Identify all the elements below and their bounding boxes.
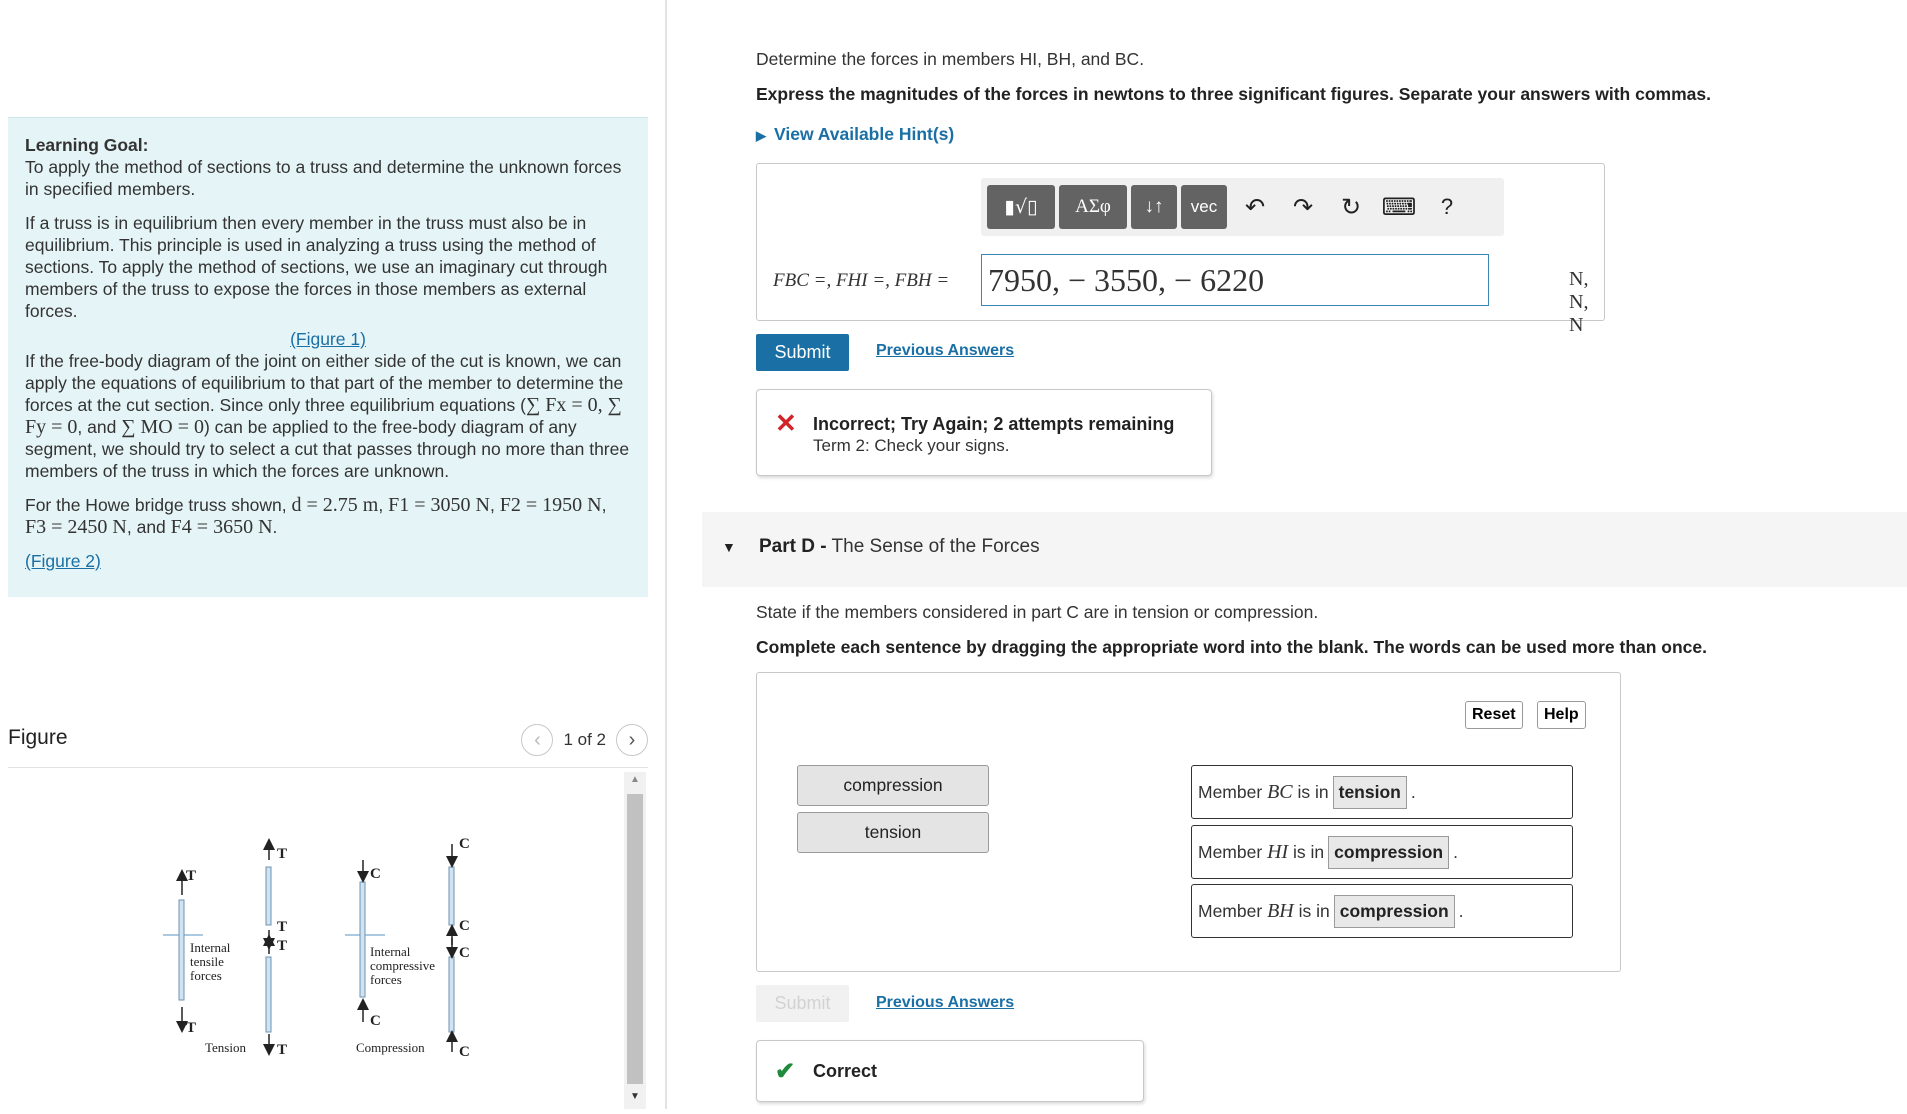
given-f1: F1 = 3050 N xyxy=(388,494,490,516)
undo-icon[interactable]: ↶ xyxy=(1244,193,1266,221)
vector-button[interactable]: vec xyxy=(1181,185,1227,229)
para3-and: , and xyxy=(126,517,166,537)
learning-goal-para2 xyxy=(25,350,631,482)
view-hints-label: View Available Hint(s) xyxy=(774,124,955,144)
figure-header xyxy=(8,722,648,762)
internal-tensile-label-1: Internal xyxy=(190,940,231,955)
left-panel xyxy=(0,0,665,1109)
reset-button[interactable]: Reset xyxy=(1465,701,1523,729)
split-compression-label-1: C xyxy=(459,836,470,852)
compression-split-lower xyxy=(449,957,454,1032)
sentence-bc xyxy=(1191,765,1573,819)
drop-target-bh[interactable]: compression xyxy=(1334,895,1455,928)
compression-label-bottom: C xyxy=(370,1013,381,1029)
given-f4: F4 = 3650 N xyxy=(170,516,273,538)
compression-member xyxy=(360,882,365,997)
part-c-submit-button[interactable]: Submit xyxy=(756,334,849,371)
sentence-suffix: . xyxy=(1458,900,1464,921)
sentence-mid: is in xyxy=(1293,841,1325,862)
sentence-suffix: . xyxy=(1453,841,1458,862)
tension-split-upper xyxy=(266,867,271,925)
para2-start: If the free-body diagram of the joint on either side of the cut is known, we can apply the equations of equilibrium to that part of the member to determine the forces at the cut section. Since only three equilibrium equations ( xyxy=(25,351,624,415)
split-tension-label-2: T xyxy=(277,919,288,935)
tension-compression-diagram xyxy=(8,772,620,1109)
internal-compressive-label-2: compressive xyxy=(370,958,435,973)
word-tile-compression[interactable]: compression xyxy=(797,765,989,806)
compression-label-top: C xyxy=(370,866,381,882)
learning-goal-para3: For the Howe bridge truss shown, d = 2.75 m, F1 = 3050 N, F2 = 1950 N, F3 = 2450 N, and F4 = 3650 N. xyxy=(25,494,607,538)
given-d: d = 2.75 m xyxy=(291,494,379,516)
part-c-previous-answers-link[interactable]: Previous Answers xyxy=(876,342,1015,359)
figure1-link-line xyxy=(25,328,631,350)
part-d-previous-answers-link[interactable]: Previous Answers xyxy=(876,994,1015,1011)
part-d-title-text: The Sense of the Forces xyxy=(831,536,1040,557)
given-f2: F2 = 1950 N xyxy=(499,494,602,516)
part-d-question: State if the members considered in part C are in tension or compression. xyxy=(756,602,1319,622)
part-c-feedback xyxy=(756,389,1212,476)
feedback-correct-title: Correct xyxy=(813,1061,878,1081)
sentence-prefix: Member xyxy=(1198,900,1263,921)
keyboard-icon[interactable]: ⌨ xyxy=(1381,193,1417,221)
drop-target-hi[interactable]: compression xyxy=(1328,836,1449,869)
member-hi: HI xyxy=(1267,840,1289,863)
figure2-link[interactable]: (Figure 2) xyxy=(25,551,101,571)
reset-icon[interactable]: ↻ xyxy=(1340,193,1362,221)
math-toolbar xyxy=(981,178,1504,236)
figure-image xyxy=(8,772,620,1109)
tension-label-bottom: T xyxy=(186,1020,197,1036)
split-tension-label-3: T xyxy=(277,938,288,954)
scroll-down-icon[interactable]: ▼ xyxy=(630,1091,640,1102)
next-figure-button[interactable] xyxy=(616,724,648,756)
para2-end: ) can be applied to the free-body diagram of any segment, we should try to select a cut that passes through no more than three members of the truss in which the forces are unknown. xyxy=(25,417,630,481)
member-bc: BC xyxy=(1267,780,1293,803)
help-button[interactable]: Help xyxy=(1537,701,1586,729)
split-compression-label-4: C xyxy=(459,1044,470,1060)
help-icon[interactable]: ? xyxy=(1440,194,1454,219)
given-f3: F3 = 2450 N xyxy=(25,516,127,538)
chevron-right-icon: › xyxy=(628,728,636,751)
previous-figure-button[interactable] xyxy=(521,724,553,756)
figure-navigation xyxy=(521,724,648,756)
internal-tensile-label-2: tensile xyxy=(190,954,224,969)
caret-down-icon: ▼ xyxy=(722,539,736,555)
equation-fx: ∑ Fx = 0, xyxy=(525,394,603,416)
scrollbar-thumb[interactable] xyxy=(627,794,643,1084)
part-d-submit-button: Submit xyxy=(756,985,849,1022)
answer-input[interactable] xyxy=(981,254,1489,306)
feedback-incorrect-title: Incorrect; Try Again; 2 attempts remaining xyxy=(813,414,1175,434)
split-tension-label-4: T xyxy=(277,1042,288,1058)
sentence-prefix: Member xyxy=(1198,841,1263,862)
figure-counter: 1 of 2 xyxy=(563,730,606,749)
correct-check-icon: ✔ xyxy=(775,1058,796,1085)
scroll-up-icon[interactable]: ▲ xyxy=(630,774,640,785)
figure-title: Figure xyxy=(8,726,68,749)
tension-member xyxy=(179,900,184,1000)
tension-label-top: T xyxy=(186,868,197,884)
sentence-prefix: Member xyxy=(1198,781,1263,802)
part-d-label: Part D - xyxy=(759,536,827,557)
internal-compressive-label-1: Internal xyxy=(370,944,411,959)
part-c-instruction: Express the magnitudes of the forces in newtons to three significant figures. Separate your answers with commas. xyxy=(756,84,1711,104)
caret-right-icon: ▶ xyxy=(756,128,766,143)
sentence-mid: is in xyxy=(1297,781,1329,802)
answer-label: FBC =, FHI =, FBH = xyxy=(773,270,950,291)
figure-divider xyxy=(8,767,648,768)
right-panel xyxy=(700,0,1907,1109)
compression-caption: Compression xyxy=(356,1040,425,1055)
redo-icon[interactable]: ↷ xyxy=(1292,193,1314,221)
tension-split-lower xyxy=(266,957,271,1032)
word-tile-tension[interactable]: tension xyxy=(797,812,989,853)
split-tension-label-1: T xyxy=(277,846,288,862)
figure-scrollbar[interactable] xyxy=(624,772,646,1109)
learning-goal-box xyxy=(8,117,648,597)
part-c-question: Determine the forces in members HI, BH, and BC. xyxy=(756,49,1145,69)
equation-fy: ∑ Fy = 0 xyxy=(25,394,622,438)
answer-units: N, N, N xyxy=(1569,268,1589,336)
para2-and: , and xyxy=(77,417,117,437)
greek-symbols-button[interactable]: ΑΣφ xyxy=(1059,185,1127,229)
figure1-link[interactable]: (Figure 1) xyxy=(290,329,366,349)
incorrect-x-icon: ✕ xyxy=(775,408,797,438)
panel-divider xyxy=(665,0,667,1109)
split-compression-label-3: C xyxy=(459,945,470,961)
tension-caption: Tension xyxy=(205,1040,246,1055)
equation-mo: ∑ MO = 0 xyxy=(121,416,204,438)
part-d-header[interactable] xyxy=(702,512,1907,587)
templates-button[interactable]: ▮√▯ xyxy=(987,185,1055,229)
sentence-hi xyxy=(1191,825,1573,879)
figure2-link-line xyxy=(25,550,631,572)
split-compression-label-2: C xyxy=(459,918,470,934)
member-bh: BH xyxy=(1267,899,1294,922)
sentence-mid: is in xyxy=(1298,900,1330,921)
learning-goal-para1: If a truss is in equilibrium then every member in the truss must also be in equilibrium. This principle is used in analyzing a truss using the method of sections. To apply the method of sections, we use an imaginary cut through members of the truss to expose the forces in those members as external forces. xyxy=(25,213,608,321)
learning-goal-intro: To apply the method of sections to a truss and determine the unknown forces in specified members. xyxy=(25,157,622,199)
drag-drop-box xyxy=(756,672,1621,972)
para3-start: For the Howe bridge truss shown, xyxy=(25,495,287,515)
internal-tensile-label-3: forces xyxy=(190,968,222,983)
compression-split-upper xyxy=(449,867,454,925)
sentence-bh xyxy=(1191,884,1573,938)
feedback-incorrect-detail: Term 2: Check your signs. xyxy=(813,436,1010,455)
sentence-suffix: . xyxy=(1410,781,1416,802)
part-d-title xyxy=(759,536,1040,558)
arrows-button[interactable]: ↓↑ xyxy=(1131,185,1177,229)
view-hints-toggle[interactable] xyxy=(756,124,954,145)
part-d-instruction: Complete each sentence by dragging the appropriate word into the blank. The words can be used more than once. xyxy=(756,637,1707,657)
internal-compressive-label-3: forces xyxy=(370,972,402,987)
chevron-left-icon: ‹ xyxy=(534,728,541,751)
answer-box xyxy=(756,163,1605,336)
part-d-feedback xyxy=(756,1040,1144,1102)
learning-goal-title: Learning Goal: xyxy=(25,135,149,155)
drop-target-bc[interactable]: tension xyxy=(1333,776,1407,809)
